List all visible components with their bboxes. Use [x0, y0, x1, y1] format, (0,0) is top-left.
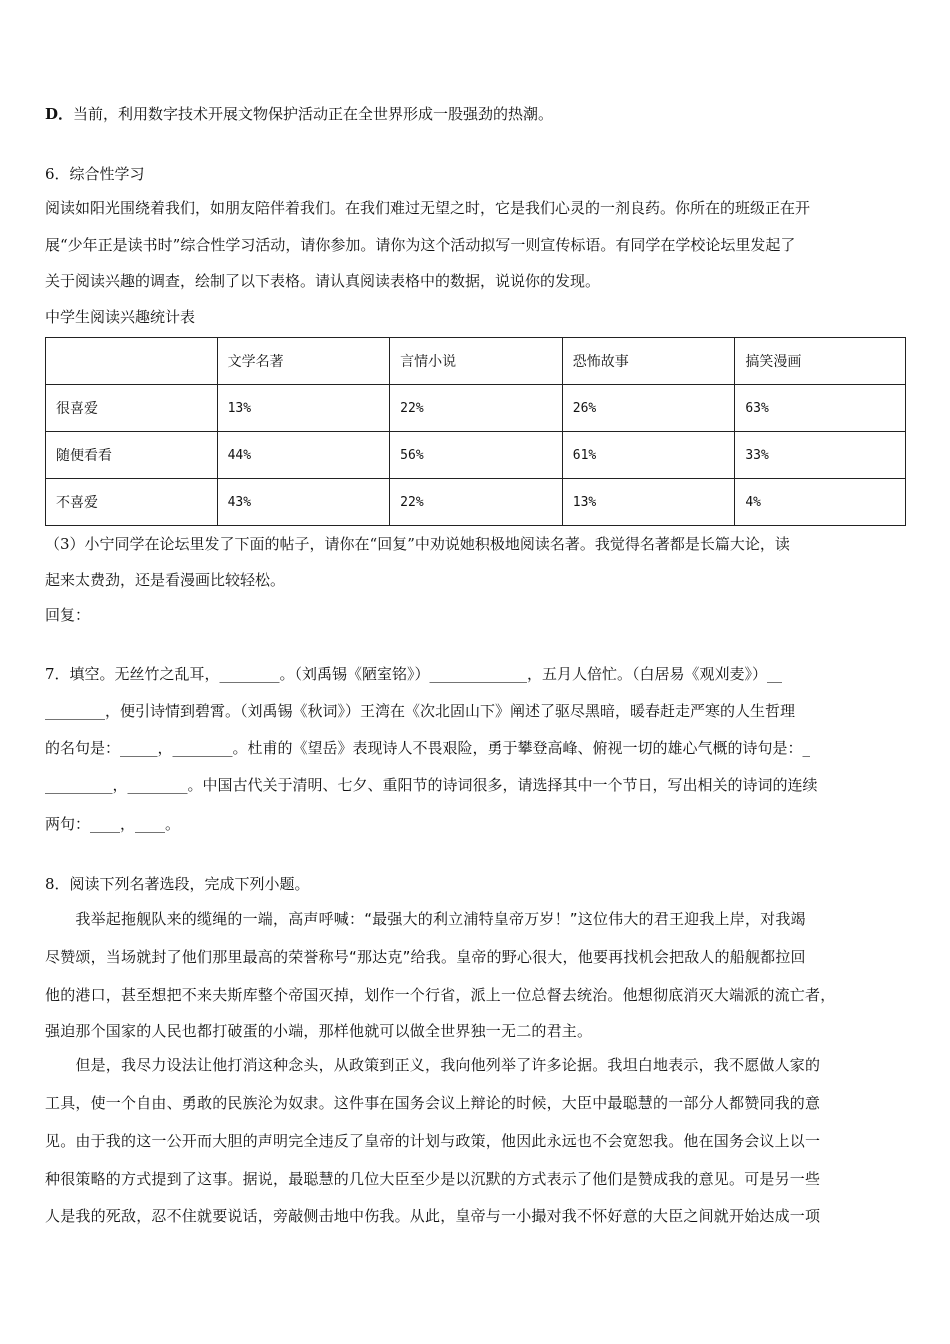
table-header-cell — [46, 338, 218, 385]
q8-passage-line: 我举起拖舰队来的缆绳的一端，高声呼喊：“最强大的利立浦特皇帝万岁！”这位伟大的君王迎我上岸，对我竭 — [45, 910, 806, 928]
table-row-label: 很喜爱 — [46, 385, 218, 432]
table-cell: 13% — [562, 479, 735, 526]
table-title: 中学生阅读兴趣统计表 — [45, 308, 196, 326]
table-cell: 61% — [562, 432, 735, 479]
reply-label: 回复： — [45, 606, 91, 624]
option-d-text: 当前，利用数字技术开展文物保护活动正在全世界形成一股强劲的热潮。 — [73, 105, 554, 123]
q8-passage-line: 种很策略的方式提到了这事。据说，最聪慧的几位大臣至少是以沉默的方式表示了他们是赞成我的意见。可是另一些 — [45, 1170, 821, 1188]
q7-line: 的名句是：_____，________。杜甫的《望岳》表现诗人不畏艰险，勇于攀登高峰、俯视一切的雄心气概的诗句是：_ — [45, 739, 811, 757]
q8-passage-line: 见。由于我的这一公开而大胆的声明完全违反了皇帝的计划与政策，他因此永远也不会宽恕我。他在国务会议上以一 — [45, 1132, 821, 1150]
q7-line: 7．填空。无丝竹之乱耳，________。（刘禹锡《陋室铭》）_____________，五月人倍忙。（白居易《观刈麦》）__ — [45, 665, 783, 683]
table-header-cell: 言情小说 — [390, 338, 563, 385]
table-row — [46, 432, 906, 479]
table-cell: 33% — [735, 432, 906, 479]
table-cell: 13% — [217, 385, 390, 432]
q8-passage-line: 尽赞颂，当场就封了他们那里最高的荣誉称号“那达克”给我。皇帝的野心很大，他要再找机会把敌人的船舰都拉回 — [45, 948, 806, 966]
table-header-cell: 恐怖故事 — [562, 338, 735, 385]
table-cell: 44% — [217, 432, 390, 479]
q7-line: _________，________。中国古代关于清明、七夕、重阳节的诗词很多，请选择其中一个节日，写出相关的诗词的连续 — [45, 776, 818, 794]
q7-line: ________，便引诗情到碧霄。（刘禹锡《秋词》）王湾在《次北固山下》阐述了驱尽黑暗，暖春赶走严寒的人生哲理 — [45, 702, 796, 720]
q6-sub3-line: （3）小宁同学在论坛里发了下面的帖子，请你在“回复”中劝说她积极地阅读名著。我觉得名著都是长篇大论，读 — [45, 535, 790, 553]
q8-passage-line: 强迫那个国家的人民也都打破蛋的小端，那样他就可以做全世界独一无二的君主。 — [45, 1022, 593, 1040]
q8-passage-line: 但是，我尽力设法让他打消这种念头，从政策到正义，我向他列举了许多论据。我坦白地表示，我不愿做人家的 — [45, 1056, 821, 1074]
table-row — [46, 385, 906, 432]
table-header-cell: 文学名著 — [217, 338, 390, 385]
option-d — [45, 104, 553, 124]
q8-passage-line: 人是我的死敌，忍不住就要说话，旁敲侧击地中伤我。从此，皇帝与一小撮对我不怀好意的大臣之间就开始达成一项 — [45, 1207, 821, 1225]
table-cell: 43% — [217, 479, 390, 526]
q8-passage-line: 他的港口，甚至想把不来夫斯库整个帝国灭掉，划作一个行省，派上一位总督去统治。他想彻底消灭大端派的流亡者， — [45, 986, 836, 1004]
table-header-cell: 搞笑漫画 — [735, 338, 906, 385]
q7-line: 两句：____，____。 — [45, 815, 181, 833]
q6-paragraph-line: 关于阅读兴趣的调查，绘制了以下表格。请认真阅读表格中的数据，说说你的发现。 — [45, 272, 601, 290]
q8-passage-line: 工具，使一个自由、勇敢的民族沦为奴隶。这件事在国务会议上辩论的时候，大臣中最聪慧的一部分人都赞同我的意 — [45, 1094, 821, 1112]
q6-heading: 6．综合性学习 — [45, 165, 145, 183]
q6-sub3-line: 起来太费劲，还是看漫画比较轻松。 — [45, 571, 286, 589]
table-cell: 63% — [735, 385, 906, 432]
q8-heading: 8．阅读下列名著选段，完成下列小题。 — [45, 875, 310, 893]
table-cell: 26% — [562, 385, 735, 432]
option-d-label: D． — [45, 105, 74, 123]
table-cell: 56% — [390, 432, 563, 479]
table-header-row — [46, 338, 906, 385]
table-row — [46, 479, 906, 526]
table-row-label: 不喜爱 — [46, 479, 218, 526]
table-row-label: 随便看看 — [46, 432, 218, 479]
table-cell: 4% — [735, 479, 906, 526]
table-cell: 22% — [390, 479, 563, 526]
table-cell: 22% — [390, 385, 563, 432]
q6-paragraph-line: 阅读如阳光围绕着我们，如朋友陪伴着我们。在我们难过无望之时，它是我们心灵的一剂良药。你所在的班级正在开 — [45, 199, 811, 217]
q6-paragraph-line: 展“少年正是读书时”综合性学习活动，请你参加。请你为这个活动拟写一则宣传标语。有同学在学校论坛里发起了 — [45, 236, 796, 254]
reading-interest-table — [45, 337, 906, 526]
